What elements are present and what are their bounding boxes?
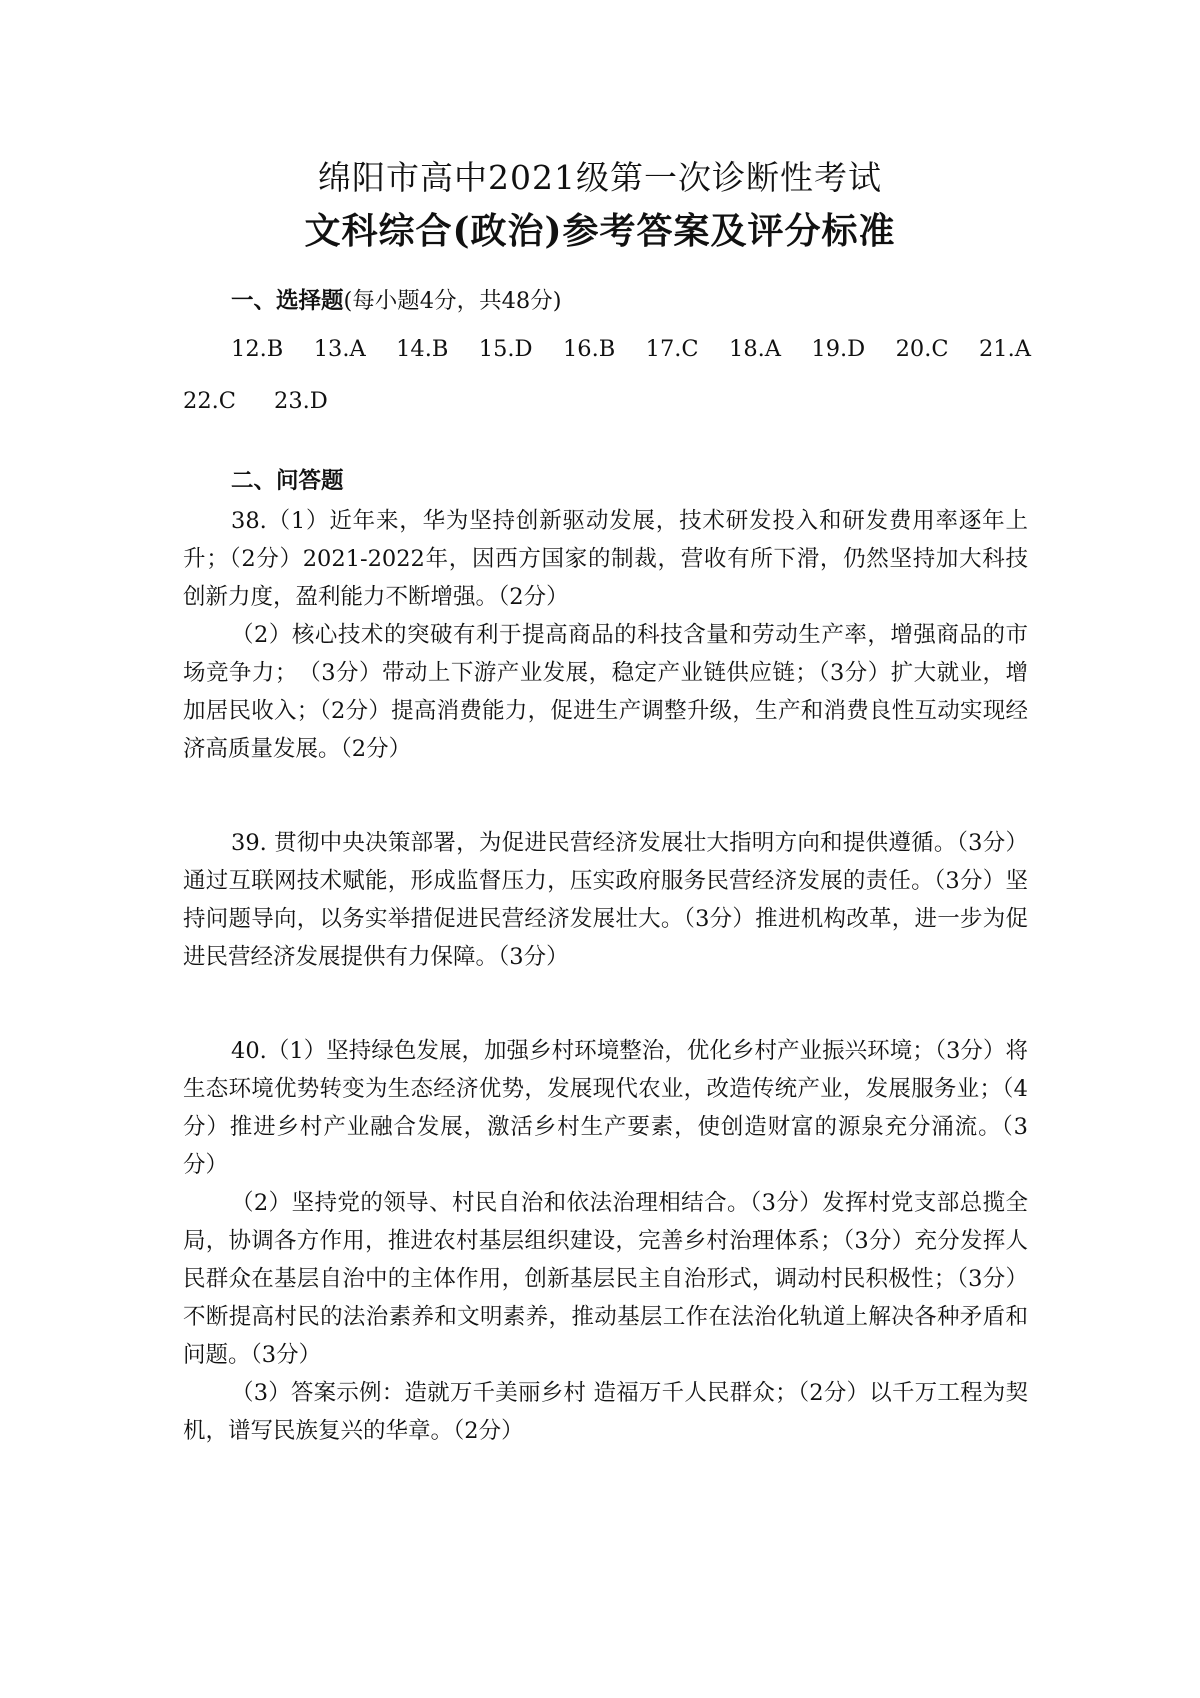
section2-heading: 二、问答题 (231, 468, 344, 494)
mc-answers-line1 (231, 336, 1031, 362)
mc-answer: 18.A (729, 336, 782, 362)
exam-title: 绵阳市高中2021级第一次诊断性考试 (318, 158, 882, 197)
q40-part2: （2）坚持党的领导、村民自治和依法治理相结合。（3分）发挥村党支部总揽全局，协调各方作用，推进农村基层组织建设，完善乡村治理体系；（3分）充分发挥人民群众在基层自治中的主体作用，创新基层民主自治形式，调动村民积极性；（3分）不断提高村民的法治素养和文明素养，推动基层工作在法治化轨道上解决各种矛盾和问题。（3分） (183, 1190, 1028, 1368)
question-40 (183, 1032, 1028, 1450)
mc-answer: 21.A (978, 336, 1031, 362)
mc-answer: 12.B (231, 336, 284, 362)
mc-answer: 19.D (811, 336, 866, 362)
mc-answer: 14.B (396, 336, 449, 362)
mc-answer: 22.C (183, 388, 236, 414)
mc-answers-line2 (183, 388, 328, 414)
mc-answer: 16.B (562, 336, 616, 362)
q38-part2: （2）核心技术的突破有利于提高商品的科技含量和劳动生产率，增强商品的市场竞争力； （3分）带动上下游产业发展，稳定产业链供应链；（3分）扩大就业，增加居民收入；（2分）提高消费能力，促进生产调整升级，生产和消费良性互动实现经济高质量发展。（2分） (183, 622, 1028, 762)
section1-heading: 一、选择题 (231, 288, 344, 314)
mc-answer: 23.D (274, 388, 328, 414)
section2-header (231, 462, 1076, 500)
q39-text: 39. 贯彻中央决策部署，为促进民营经济发展壮大指明方向和提供遵循。（3分）通过互联网技术赋能，形成监督压力，压实政府服务民营经济发展的责任。（3分）坚持问题导向，以务实举措促进民营经济发展壮大。（3分）推进机构改革，进一步为促进民营经济发展提供有力保障。（3分） (183, 830, 1028, 970)
exam-subtitle: 文科综合(政治)参考答案及评分标准 (304, 210, 896, 252)
question-39 (183, 824, 1028, 976)
q40-part1: 40.（1）坚持绿色发展，加强乡村环境整治，优化乡村产业振兴环境；（3分）将生态环境优势转变为生态经济优势，发展现代农业，改造传统产业，发展服务业；（4分）推进乡村产业融合发展，激活乡村生产要素，使创造财富的源泉充分涌流。（3分） (183, 1038, 1028, 1178)
section1-note: (每小题4分，共48分) (343, 288, 562, 314)
question-38 (183, 502, 1028, 768)
q38-part1: 38.（1）近年来，华为坚持创新驱动发展，技术研发投入和研发费用率逐年上升；（2分）2021-2022年，因西方国家的制裁，营收有所下滑，仍然坚持加大科技创新力度，盈利能力不断增强。（2分） (183, 508, 1028, 610)
mc-answer: 15.D (478, 336, 533, 362)
section1-header (231, 282, 1076, 320)
mc-answer: 17.C (645, 336, 699, 362)
mc-answer: 20.C (895, 336, 949, 362)
mc-answer: 13.A (313, 336, 366, 362)
q40-part3: （3）答案示例：造就万千美丽乡村 造福万千人民群众；（2分）以千万工程为契机，谱写民族复兴的华章。（2分） (183, 1380, 1028, 1444)
